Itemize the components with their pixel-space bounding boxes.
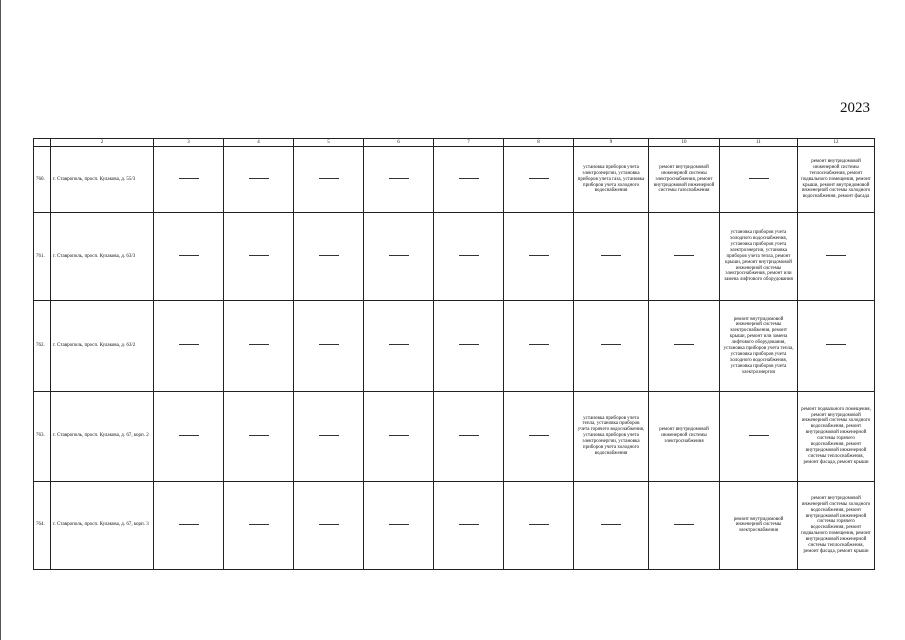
- row-address: г. Ставрополь, просп. Кулакова, д. 67, корп. 2: [51, 391, 154, 481]
- row-number: 763.: [34, 391, 51, 481]
- empty-cell: [434, 301, 504, 391]
- empty-cell: [434, 391, 504, 481]
- header-row: [34, 139, 875, 147]
- table-row: [34, 481, 875, 569]
- row-address: г. Ставрополь, просп. Кулакова, д. 55/3: [51, 147, 154, 213]
- empty-cell: [574, 301, 649, 391]
- header-cell: 11: [720, 139, 798, 147]
- dash-mark: [389, 344, 409, 345]
- dash-mark: [674, 255, 694, 256]
- dash-mark: [459, 255, 479, 256]
- row-number: 761.: [34, 213, 51, 301]
- empty-cell: [364, 391, 434, 481]
- work-cell: ремонт внутридомовой инженерной системы теплоснабжения, ремонт подвального помещения, ремонт крыши, ремонт внутридомовой инженерной системы холодного водоснабжения, ремонт фасада: [798, 147, 875, 213]
- work-cell: установка приборов учета тепла, установка приборов учета горячего водоснабжения, установка приборов учета электроэнергии, установка приборов учета холодного водоснабжения: [574, 391, 649, 481]
- table-row: [34, 301, 875, 391]
- work-cell: ремонт внутридомовой инженерной системы электроснабжения: [649, 391, 720, 481]
- empty-cell: [434, 481, 504, 569]
- empty-cell: [224, 147, 294, 213]
- empty-cell: [224, 213, 294, 301]
- dash-mark: [826, 255, 846, 256]
- dash-mark: [674, 524, 694, 525]
- empty-cell: [154, 481, 224, 569]
- empty-cell: [504, 301, 574, 391]
- header-cell: 10: [649, 139, 720, 147]
- empty-cell: [504, 391, 574, 481]
- dash-mark: [529, 524, 549, 525]
- header-cell: 6: [364, 139, 434, 147]
- dash-mark: [319, 524, 339, 525]
- dash-mark: [249, 435, 269, 436]
- empty-cell: [294, 481, 364, 569]
- dash-mark: [319, 178, 339, 179]
- empty-cell: [154, 301, 224, 391]
- empty-cell: [649, 481, 720, 569]
- capital-repair-table: [33, 138, 875, 570]
- dash-mark: [529, 435, 549, 436]
- row-number: 764.: [34, 481, 51, 569]
- row-number: 760.: [34, 147, 51, 213]
- dash-mark: [179, 524, 199, 525]
- empty-cell: [649, 213, 720, 301]
- row-address: г. Ставрополь, просп. Кулакова, д. 63/2: [51, 301, 154, 391]
- row-address: г. Ставрополь, просп. Кулакова, д. 67, корп. 3: [51, 481, 154, 569]
- empty-cell: [798, 301, 875, 391]
- empty-cell: [154, 391, 224, 481]
- header-cell: 2: [51, 139, 154, 147]
- work-cell: ремонт внутридомовой инженерной системы электроснабжения, ремонт внутридомовой инженерной системы газоснабжения: [649, 147, 720, 213]
- empty-cell: [364, 213, 434, 301]
- document-year: 2023: [840, 100, 870, 116]
- empty-cell: [224, 391, 294, 481]
- empty-cell: [798, 213, 875, 301]
- row-number: 762.: [34, 301, 51, 391]
- dash-mark: [249, 524, 269, 525]
- dash-mark: [389, 524, 409, 525]
- empty-cell: [649, 301, 720, 391]
- dash-mark: [319, 435, 339, 436]
- header-cell: 7: [434, 139, 504, 147]
- dash-mark: [529, 344, 549, 345]
- dash-mark: [749, 178, 769, 179]
- dash-mark: [319, 344, 339, 345]
- header-cell: 12: [798, 139, 875, 147]
- dash-mark: [179, 255, 199, 256]
- dash-mark: [249, 178, 269, 179]
- page-left-edge: [0, 0, 1, 640]
- dash-mark: [826, 344, 846, 345]
- empty-cell: [294, 147, 364, 213]
- empty-cell: [364, 481, 434, 569]
- empty-cell: [224, 481, 294, 569]
- empty-cell: [504, 147, 574, 213]
- work-cell: ремонт внутридомовой инженерной системы холодного водоснабжения, ремонт внутридомовой инженерной системы горячего водоснабжения, ремонт подвального помещения, ремонт внутридомовой инженерной системы теплоснабжения, ремонт фасада, ремонт крыши: [798, 481, 875, 569]
- dash-mark: [389, 178, 409, 179]
- header-cell: 8: [504, 139, 574, 147]
- dash-mark: [179, 435, 199, 436]
- dash-mark: [459, 344, 479, 345]
- header-cell: 4: [224, 139, 294, 147]
- empty-cell: [224, 301, 294, 391]
- table-row: [34, 147, 875, 213]
- empty-cell: [504, 213, 574, 301]
- empty-cell: [504, 481, 574, 569]
- empty-cell: [434, 147, 504, 213]
- row-address: г. Ставрополь, просп. Кулакова, д. 63/3: [51, 213, 154, 301]
- dash-mark: [179, 178, 199, 179]
- header-cell: 3: [154, 139, 224, 147]
- header-cell: 5: [294, 139, 364, 147]
- dash-mark: [249, 255, 269, 256]
- empty-cell: [294, 391, 364, 481]
- empty-cell: [720, 147, 798, 213]
- dash-mark: [389, 255, 409, 256]
- dash-mark: [529, 255, 549, 256]
- empty-cell: [154, 213, 224, 301]
- dash-mark: [601, 344, 621, 345]
- work-cell: ремонт внутридомовой инженерной системы электроснабжения, ремонт крыши, ремонт или замена лифтового оборудования, установка приборов учета тепла, установка приборов учета холодного водоснабжения, установка приборов учета электроэнергии: [720, 301, 798, 391]
- empty-cell: [294, 301, 364, 391]
- table-row: [34, 213, 875, 301]
- header-cell: 9: [574, 139, 649, 147]
- work-cell: ремонт внутридомовой инженерной системы электроснабжения: [720, 481, 798, 569]
- work-cell: ремонт подвального помещения, ремонт внутридомовой инженерной системы холодного водоснабжения, ремонт внутридомовой инженерной системы горячего водоснабжения, ремонт внутридомовой инженерной системы теплоснабжения, ремонт фасада, ремонт крыши: [798, 391, 875, 481]
- dash-mark: [601, 524, 621, 525]
- empty-cell: [574, 213, 649, 301]
- dash-mark: [529, 178, 549, 179]
- dash-mark: [179, 344, 199, 345]
- dash-mark: [389, 435, 409, 436]
- dash-mark: [749, 435, 769, 436]
- header-cell: [34, 139, 51, 147]
- work-cell: установка приборов учета холодного водоснабжения, установка приборов учета электроэнергии, установка приборов учета тепла, ремонт крыши, ремонт внутридомовой инженерной системы электроснабжения, ремонт или замена лифтового оборудования: [720, 213, 798, 301]
- empty-cell: [574, 481, 649, 569]
- dash-mark: [459, 178, 479, 179]
- dash-mark: [249, 344, 269, 345]
- table-row: [34, 391, 875, 481]
- dash-mark: [459, 524, 479, 525]
- work-cell: установка приборов учета электроэнергии, установка приборов учета газа, установка приборов учета холодного водоснабжения: [574, 147, 649, 213]
- empty-cell: [154, 147, 224, 213]
- dash-mark: [459, 435, 479, 436]
- dash-mark: [674, 344, 694, 345]
- empty-cell: [364, 147, 434, 213]
- empty-cell: [434, 213, 504, 301]
- empty-cell: [364, 301, 434, 391]
- dash-mark: [319, 255, 339, 256]
- empty-cell: [720, 391, 798, 481]
- empty-cell: [294, 213, 364, 301]
- dash-mark: [601, 255, 621, 256]
